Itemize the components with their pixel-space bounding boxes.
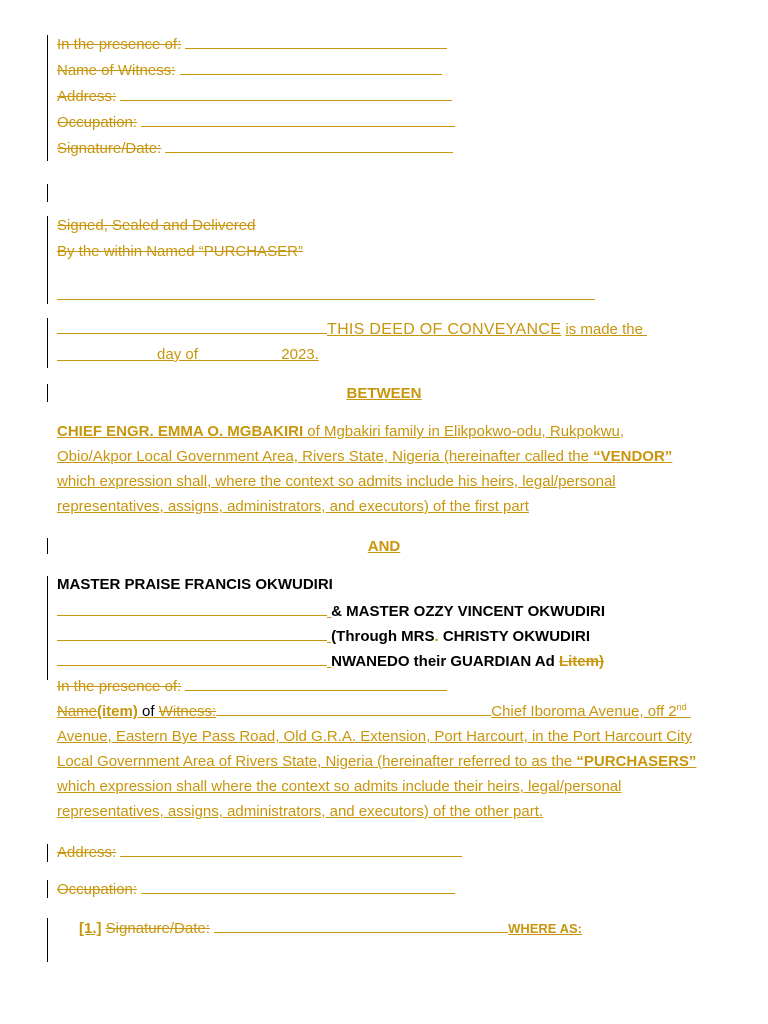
purchaser-2: [57, 602, 605, 621]
blank-line: [180, 63, 442, 75]
between-heading: BETWEEN: [346, 385, 422, 402]
signature-label: Signature/Date:: [105, 920, 210, 937]
deed-line-2: [57, 346, 319, 364]
clause-number: [1.]: [79, 920, 102, 937]
change-bar: [47, 35, 48, 161]
change-bar: [47, 844, 48, 862]
address-label: Address:: [57, 88, 117, 105]
struck-text: Witness:: [158, 703, 217, 720]
purchaser-paragraph: [57, 699, 737, 824]
vendor-text: of Mgbakiri family in Elikpokwo-odu, Rukpokwu,: [303, 423, 625, 440]
signature-line: [57, 140, 453, 158]
vendor-paragraph: [57, 419, 737, 519]
purchaser-3: [57, 627, 590, 646]
vendor-text: representatives, assigns, administrators, and executors) of the first part: [57, 498, 529, 515]
vendor-text: which expression shall, where the context so admits include his heirs, legal/personal: [57, 473, 616, 490]
year-text: 2023.: [281, 346, 319, 363]
and-heading: AND: [367, 538, 401, 555]
occupation-label: Occupation:: [57, 881, 138, 898]
blank-line: [185, 679, 447, 691]
litem-text: Litem): [558, 653, 604, 670]
address-text: Chief Iboroma Avenue, off 2: [491, 703, 677, 720]
address-text: Local Government Area of Rivers State, Nigeria (hereinafter referred to as the: [57, 753, 577, 770]
blank-line: [214, 921, 508, 933]
presence-label: In the presence of:: [57, 36, 182, 53]
deed-made-text: is made the: [565, 321, 643, 338]
signed-line-2: [57, 243, 303, 261]
vendor-text: Obio/Akpor Local Government Area, Rivers State, Nigeria (hereinafter called the: [57, 448, 594, 465]
purchaser-1: [57, 576, 333, 594]
guardian-text: CHRISTY OKWUDIRI: [438, 628, 591, 645]
blank-line: [57, 652, 327, 666]
purchaser-text: representatives, assigns, administrators, and executors) of the other part.: [57, 803, 544, 820]
blank-line: [57, 286, 327, 300]
presence-line: [57, 36, 447, 54]
blank-line: [165, 141, 453, 153]
change-bar: [47, 318, 48, 368]
signed-text: Signed, Sealed and Delivered: [57, 217, 256, 234]
blank-line: [185, 37, 447, 49]
deed-line-1: [57, 320, 647, 339]
purchaser-text: which expression shall where the context so admits include their heirs, legal/personal: [57, 778, 622, 795]
blank-line: [120, 845, 462, 857]
purchaser-name: & MASTER OZZY VINCENT OKWUDIRI: [331, 603, 606, 620]
presence-label: In the presence of:: [57, 678, 182, 695]
deed-title: THIS DEED OF CONVEYANCE: [327, 321, 562, 338]
occupation-line: [57, 114, 455, 132]
change-bar: [47, 918, 48, 962]
blank-line: [141, 882, 455, 894]
blank-line: [327, 282, 595, 300]
witness-label: Name of Witness:: [57, 62, 176, 79]
witness-line: [57, 62, 442, 80]
purchaser-4: [57, 652, 604, 671]
address-line-2: [57, 844, 462, 862]
signature-label: Signature/Date:: [57, 140, 162, 157]
guardian-dot: .: [434, 628, 439, 645]
purchasers-label: “PURCHASERS”: [576, 753, 697, 770]
blank-line: [57, 602, 327, 616]
whereas-heading: WHERE AS:: [508, 921, 582, 936]
purchaser-name: MASTER PRAISE FRANCIS OKWUDIRI: [57, 576, 333, 593]
address-label: Address:: [57, 844, 117, 861]
presence-line-2: [57, 678, 447, 696]
blank-line: [120, 89, 452, 101]
change-bar: [47, 216, 48, 304]
signature-blanks: [57, 282, 595, 305]
blank-line: [57, 627, 327, 641]
change-bar: [47, 880, 48, 898]
struck-text: Name: [57, 703, 98, 720]
guardian-text: (Through MRS: [331, 628, 435, 645]
signed-line-1: [57, 217, 255, 235]
change-bar: [47, 184, 48, 202]
day-of-text: day of: [157, 346, 198, 363]
change-bar: [47, 576, 48, 680]
signed-text: By the within Named “PURCHASER”: [57, 243, 303, 260]
blank-line: [216, 702, 491, 716]
vendor-name: CHIEF ENGR. EMMA O. MGBAKIRI: [57, 423, 304, 440]
blank-line: [57, 320, 327, 334]
occupation-line-2: [57, 881, 455, 899]
vendor-label: “VENDOR”: [593, 448, 673, 465]
whereas-line: [79, 920, 582, 938]
address-text: Avenue, Eastern Bye Pass Road, Old G.R.A. Extension, Port Harcourt, in the Port Harcourt City: [57, 728, 693, 745]
address-line: [57, 88, 452, 106]
blank-line: [141, 115, 455, 127]
of-text: of: [137, 703, 159, 720]
guardian-text: NWANEDO their GUARDIAN Ad: [331, 653, 559, 670]
occupation-label: Occupation:: [57, 114, 138, 131]
superscript: nd: [676, 702, 687, 712]
item-text: (item): [97, 703, 138, 720]
